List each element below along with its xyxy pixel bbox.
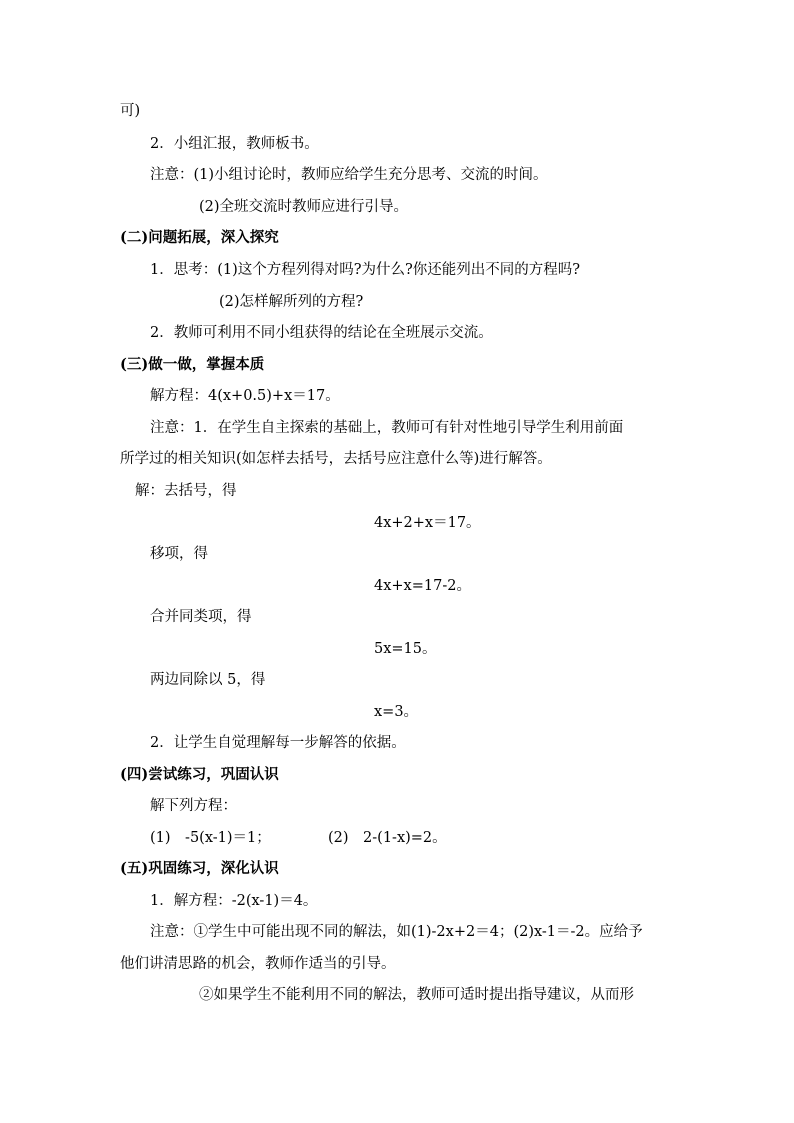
equation-line: 5x=15。	[374, 641, 437, 657]
paragraph-line: 2．让学生自觉理解每一步解答的依据。	[150, 735, 406, 751]
paragraph-line: 所学过的相关知识(如怎样去括号，去括号应注意什么等)进行解答。	[120, 451, 552, 467]
paragraph-line: 两边同除以 5，得	[150, 672, 266, 688]
exercise-row	[150, 828, 550, 848]
equation-line: 4x+x=17-2。	[374, 578, 471, 594]
paragraph-line: 移项，得	[150, 546, 208, 562]
paragraph-line: 注意：1．在学生自主探索的基础上，教师可有针对性地引导学生利用前面	[150, 420, 624, 436]
section-heading: (三)做一做，掌握本质	[120, 356, 265, 373]
paragraph-line: 可)	[120, 103, 141, 119]
paragraph-line: 注意：①学生中可能出现不同的解法，如(1)-2x+2＝4；(2)x-1＝-2。应给予	[150, 924, 643, 940]
paragraph-line: 注意：(1)小组讨论时，教师应给学生充分思考、交流的时间。	[150, 167, 548, 183]
paragraph-line: 2．教师可利用不同小组获得的结论在全班展示交流。	[150, 325, 493, 341]
paragraph-line: 1．解方程：-2(x-1)＝4。	[150, 893, 318, 909]
paragraph-line: 他们讲清思路的机会，教师作适当的引导。	[120, 956, 396, 972]
equation-line: 4x+2+x＝17。	[374, 515, 481, 531]
paragraph-line: (2)怎样解所列的方程?	[219, 294, 364, 310]
paragraph-line: 解下列方程：	[150, 798, 237, 814]
section-heading: (四)尝试练习，巩固认识	[120, 766, 279, 783]
paragraph-line: 解：去括号，得	[135, 483, 237, 499]
paragraph-line: (2)全班交流时教师应进行引导。	[199, 199, 409, 215]
exercise-item: (2) 2-(1-x)=2。	[328, 830, 447, 846]
section-heading: (二)问题拓展，深入探究	[120, 229, 279, 246]
paragraph-line: 解方程：4(x+0.5)+x＝17。	[150, 388, 340, 404]
section-heading: (五)巩固练习，深化认识	[120, 860, 279, 877]
paragraph-line: 2．小组汇报，教师板书。	[150, 136, 319, 152]
paragraph-line: 合并同类项，得	[150, 609, 252, 625]
paragraph-line: 1．思考：(1)这个方程列得对吗?为什么?你还能列出不同的方程吗?	[150, 262, 581, 278]
exercise-item: (1) -5(x-1)＝1；	[150, 830, 271, 846]
equation-line: x=3。	[374, 704, 419, 720]
paragraph-line: ②如果学生不能利用不同的解法，教师可适时提出指导建议，从而形	[199, 987, 634, 1003]
